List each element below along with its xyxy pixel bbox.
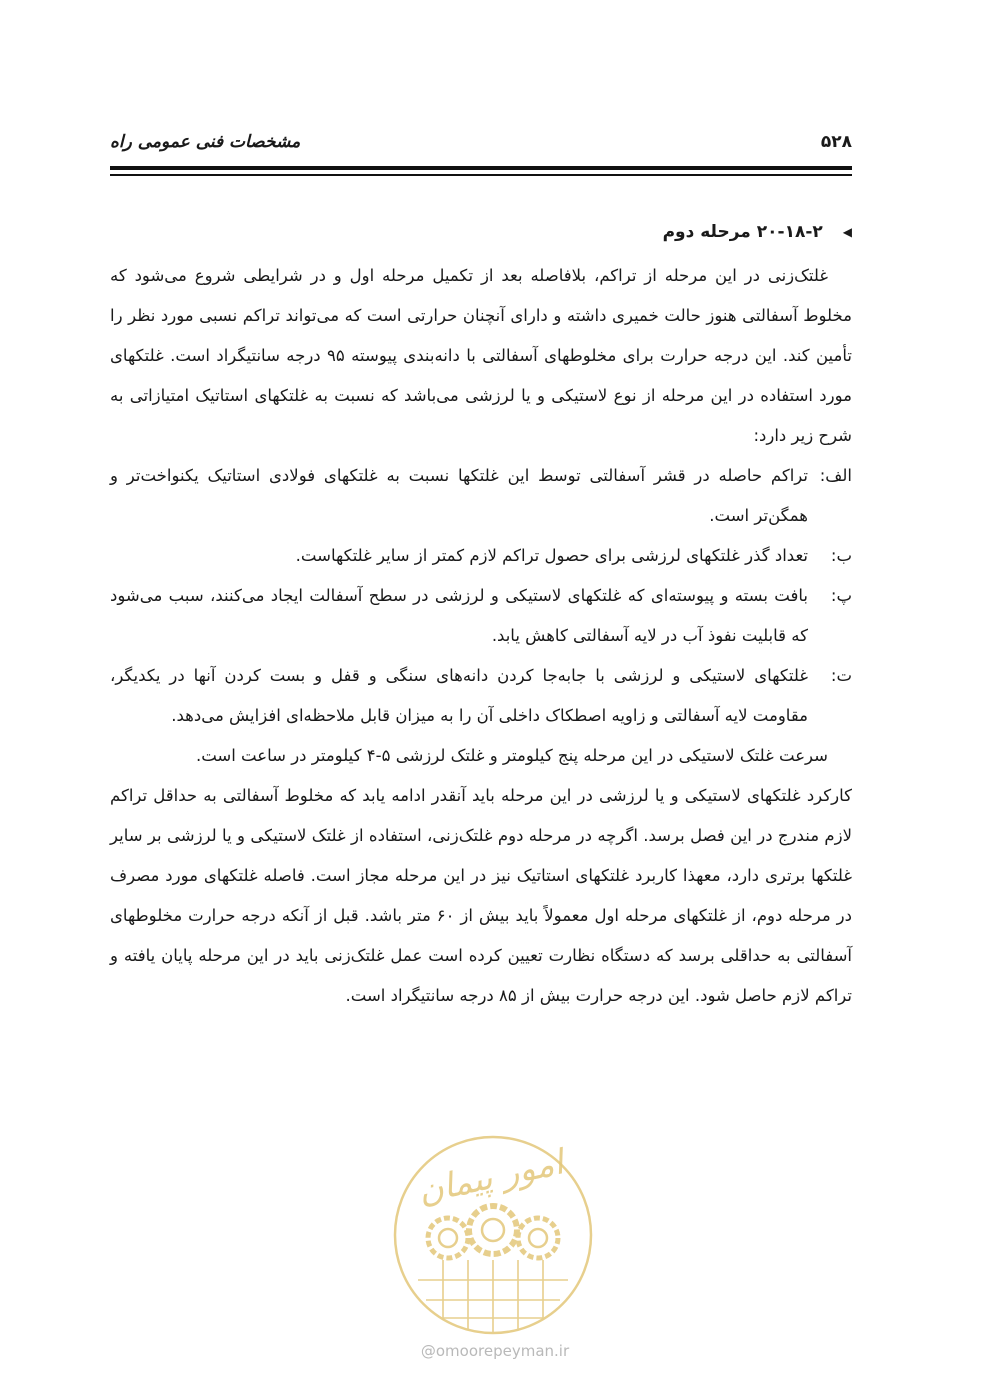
closing-paragraph: کارکرد غلتکهای لاستیکی و یا لرزشی در این مرحله باید آنقدر ادامه یابد که مخلوط آسفالتی به حداقل تراکم لازم مندرج در این فصل برسد. اگرچه در مرحله دوم غلتک‌زنی، استفاده از غلتک لاستیکی و یا لرزشی بر سایر غلتکها برتری دارد، معهذا کاربرد غلتکهای استاتیک نیز در این مرحله مجاز است. فاصله غلتکهای مورد مصرف در مرحله دوم، از غلتکهای مرحله اول معمولاً باید بیش از ۶۰ متر باشد. قبل از آنکه درجه حرارت مخلوطهای آسفالتی به حداقلی برسد که دستگاه نظارت تعیین کرده است عمل غلتک‌زنی باید در این مرحله پایان یافته و تراکم لازم حاصل شود. این درجه حرارت بیش از ۸۵ درجه سانتیگراد است.: [110, 786, 852, 1005]
list-item-label: ب:: [830, 546, 852, 565]
watermark-site: [390, 1342, 600, 1360]
section-heading: [110, 214, 852, 250]
section-number: ۲۰-۱۸-۲: [756, 222, 823, 242]
header-title: مشخصات فنی عمومی راه: [110, 132, 301, 152]
intro-paragraph: غلتک‌زنی در این مرحله از تراکم، بلافاصله بعد از تکمیل مرحله اول و در شرایطی شروع می‌شود که مخلوط آسفالتی هنوز حالت خمیری داشته و دارای آنچنان حرارتی است که می‌تواند تراکم نسبی مورد نظر را تأمین کند. این درجه حرارت برای مخلوطهای آسفالتی با دانه‌بندی پیوسته ۹۵ درجه سانتیگراد است. غلتکهای مورد استفاده در این مرحله از نوع لاستیکی و یا لرزشی می‌باشد که نسبت به غلتکهای استاتیک امتیازاتی به شرح زیر دارد:: [110, 266, 852, 445]
watermark-logo-text: امور پیمان: [414, 1142, 567, 1213]
list-item-text: غلتکهای لاستیکی و لرزشی با جابه‌جا کردن دانه‌های سنگی و قفل و بست کردن آنها در یکدیگر، مقاومت لایه آسفالتی و زاویه اصطکاک داخلی آن را به میزان قابل ملاحظه‌ای افزایش می‌دهد.: [110, 666, 808, 725]
list-item: [110, 536, 852, 576]
list-item-text: بافت بسته و پیوسته‌ای که غلتکهای لاستیکی و لرزشی در سطح آسفالت ایجاد می‌کنند، سبب می‌شود که قابلیت نفوذ آب در لایه آسفالتی کاهش یابد.: [110, 586, 808, 645]
list-item-label: پ:: [830, 586, 852, 605]
page-number: ۵۲۸: [820, 132, 852, 152]
section-title: مرحله دوم: [662, 222, 751, 242]
list-item: [110, 656, 852, 736]
list-item-text: تراکم حاصله در قشر آسفالتی توسط این غلتکها نسبت به غلتکهای فولادی استاتیک یکنواخت‌تر و همگن‌تر است.: [110, 466, 808, 525]
list-item-label: ت:: [830, 666, 852, 685]
watermark-logo: [388, 1130, 598, 1340]
at-icon: @: [420, 1342, 436, 1360]
list-item-label: الف:: [819, 466, 852, 485]
watermark-site-text: omoorepeyman.ir: [435, 1342, 570, 1360]
list-item: [110, 456, 852, 536]
list-item: [110, 576, 852, 656]
page-header: [110, 128, 852, 158]
speed-paragraph: سرعت غلتک لاستیکی در این مرحله پنج کیلومتر و غلتک لرزشی ۵-۴ کیلومتر در ساعت است.: [195, 746, 828, 765]
bullet-arrow-icon: ◀: [842, 225, 852, 239]
header-rule-thin: [110, 174, 852, 176]
list-item-text: تعداد گذر غلتکهای لرزشی برای حصول تراکم لازم کمتر از سایر غلتکهاست.: [295, 546, 808, 565]
header-rule-thick: [110, 166, 852, 170]
page-content: [110, 214, 852, 1016]
